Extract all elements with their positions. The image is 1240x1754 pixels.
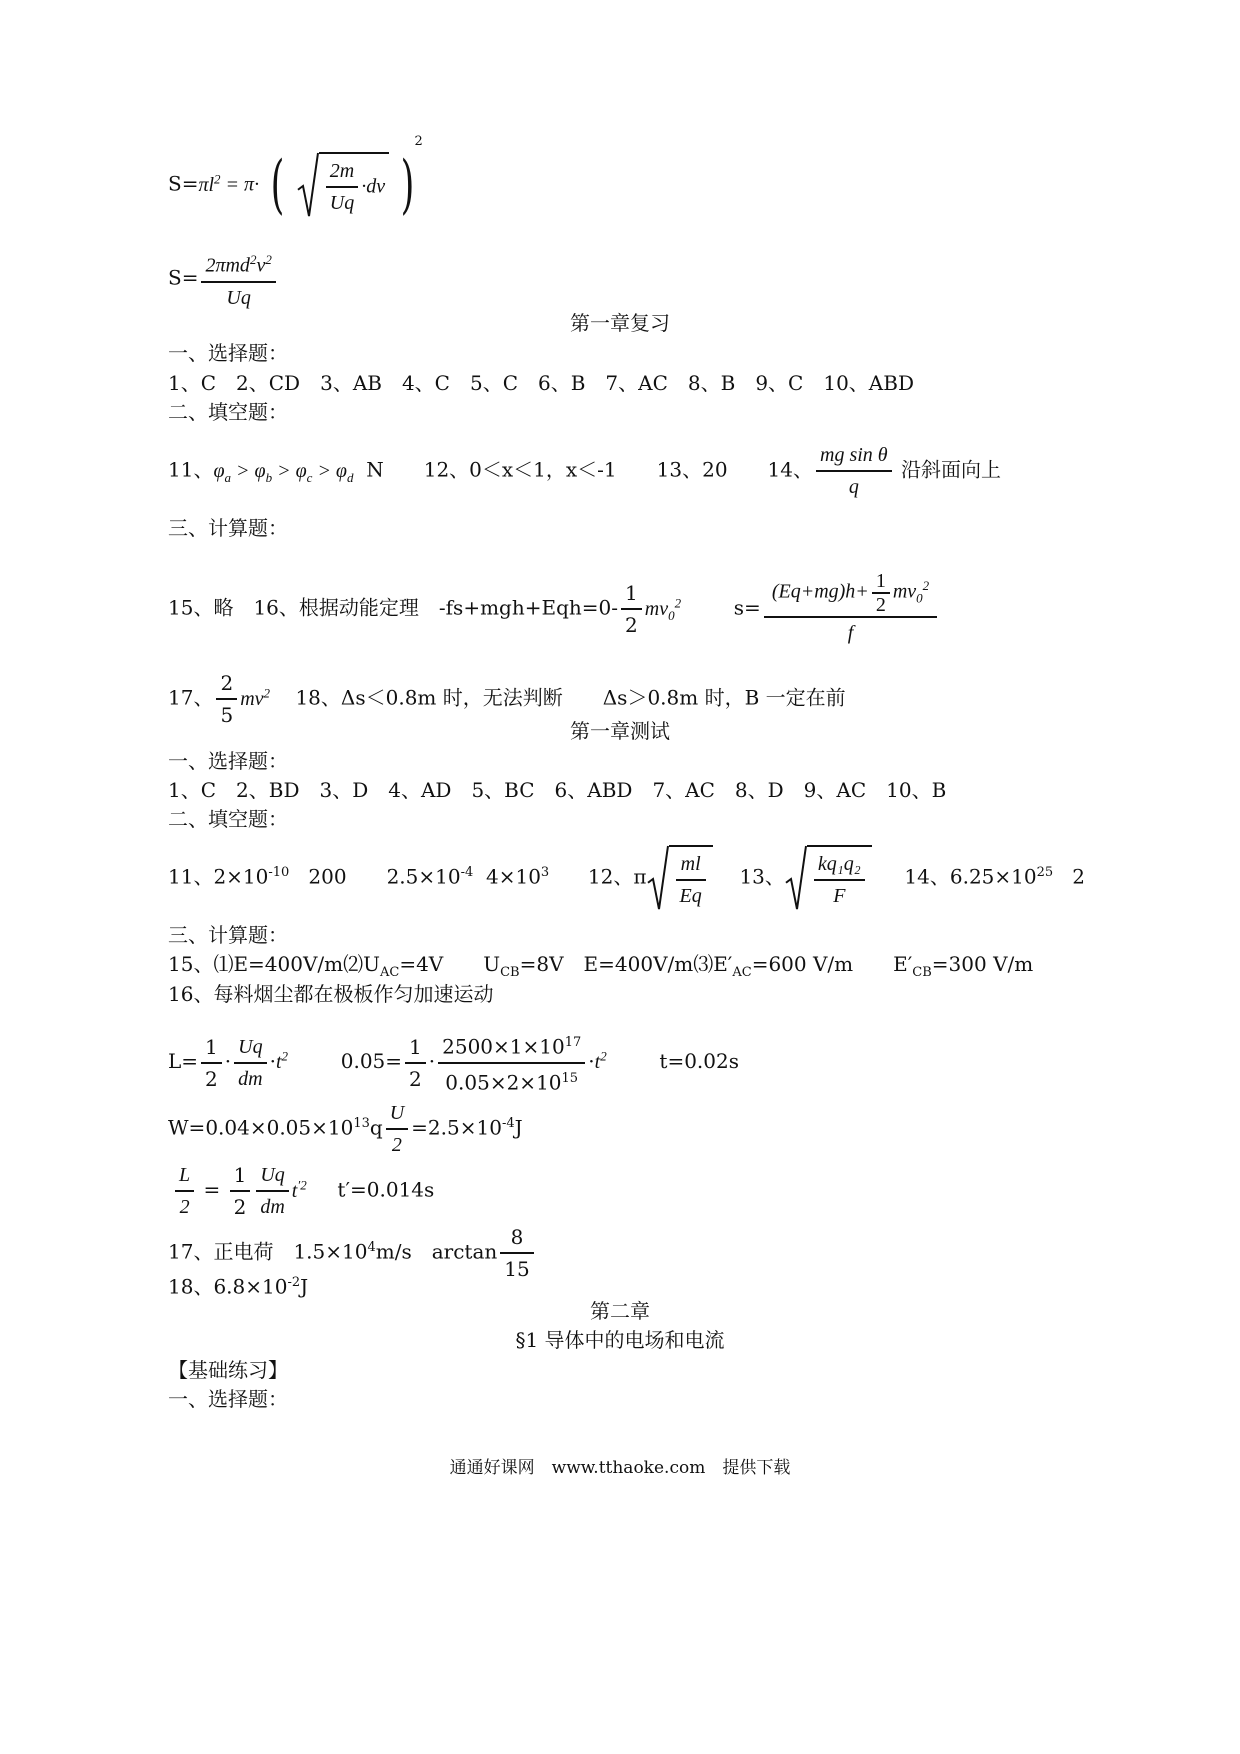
ch1-test-calc-16-W: $W=0.04\times 0.05\times 10^{13}q$ $\frac{U}{2}$ $=2.5\times 10^{-4}J$ xyxy=(168,1098,523,1160)
ch1-review-fill-line xyxy=(168,440,1001,502)
formula-s1-dv: ·dv xyxy=(361,175,386,198)
calc-15-16-text: 15、略 16、根据动能定理 -fs+mgh+Eqh=0- xyxy=(168,595,619,620)
formula-s2-prefix: S= xyxy=(168,265,199,290)
sqrt-block xyxy=(297,152,389,218)
ch2-section: §1 导体中的电场和电流 xyxy=(515,1328,725,1352)
ch1-test-fill-line: 11、$2\times 10^{-10}$ 200 $2.5\times 10^{-4}$ $4\times 10^3$ 12、π $\frac{ml}{Eq}$ 13、 $\frac{\text{kq₁q₂}}{F}$ 14、$6.25\times 10^{25}$ 2 xyxy=(168,845,1085,911)
ch1-review-calc-heading: 三、计算题： xyxy=(168,516,288,540)
ch1-test-calc-15: 15、$⑴E=400V/m⑵U_{AC}=4V$ $U_{CB}=8V$ $E=400V/m⑶E'_{AC}=600$ V/m $E'_{CB}=300$ V/m xyxy=(168,952,1034,980)
fill-14-tail: 沿斜面向上 xyxy=(900,457,1001,482)
ch1-test-mc-heading: 一、选择题： xyxy=(168,749,288,773)
page-footer: 通通好课网 www.tthaoke.com 提供下载 xyxy=(449,1458,791,1478)
fill-11-label: 11、 xyxy=(168,457,214,482)
ch1-review-mc-answers: 1、C 2、CD 3、AB 4、C 5、C 6、B 7、AC 8、B 9、C 10、ABD xyxy=(168,371,914,395)
phi-inequality: $\varphi_a > \varphi_b > \varphi_c > \varphi_d$ xyxy=(213,459,354,485)
ch1-test-mc-answers: 1、C 2、BD 3、D 4、AD 5、BC 6、ABD 7、AC 8、D 9、AC 10、B xyxy=(168,778,947,802)
ch1-test-calc-16-tp: $\frac{L}{2}$ = $\frac{1}{2}$ $\frac{Uq}{dm}$ $t^{'2}$ t′=0.014s xyxy=(172,1160,434,1222)
ch2-sub: 【基础练习】 xyxy=(168,1358,288,1382)
frac-s2: $\frac{2\pi md^2v^2}{Uq}$ xyxy=(201,245,275,313)
ch1-review-title: 第一章复习 xyxy=(570,311,670,335)
fill-11-a: 11、2×10 xyxy=(168,864,269,889)
fill-14-a: 14、6.25×10 xyxy=(904,864,1037,889)
sqrt-kqq-f: $\frac{\text{kq₁q₂}}{F}$ xyxy=(785,845,872,911)
calc-16-s-label: s= xyxy=(733,595,761,620)
formula-s1-pil2: $\pi l^2$ = xyxy=(198,170,245,196)
ch1-review-mc-heading: 一、选择题： xyxy=(168,341,288,365)
fill-11-tail: N 12、0＜x＜1，x＜-1 13、20 14、 xyxy=(366,457,814,482)
right-paren: ) xyxy=(401,148,415,222)
ch1-test-calc-16: 16、每料烟尘都在极板作匀加速运动 xyxy=(168,982,494,1006)
frac-s-formula: (Eq+mg)h+ $\frac{1}{2}$ $mv_0^2$ f xyxy=(764,570,937,648)
ch1-test-calc-16-L: L= $\frac{1}{2}$ · $\frac{Uq}{dm}$ $\cdot t^2$ 0.05= $\frac{1}{2}$ · $\frac{2500\times 1\times 10^{17}}{0.05\times 2\times 10^{15}}$ $\cdot t^2$ t=0.02s xyxy=(168,1028,739,1097)
fill-11-b: 200 2.5×10 xyxy=(308,864,461,889)
ch1-test-calc-heading: 三、计算题： xyxy=(168,923,288,947)
frac-2m-uq: $\frac{2m}{Uq}$ xyxy=(326,156,358,218)
calc-18-text: 18、Δs＜0.8m 时，无法判断 Δs＞0.8m 时，B 一定在前 xyxy=(295,685,846,710)
ch1-test-fill-heading: 二、填空题： xyxy=(168,807,288,831)
formula-s1: $S=\pi l^2 = \pi\cdot$ ( $\frac{2m}{Uq}$ ·dv )$^2$ xyxy=(168,133,423,222)
formula-s2 xyxy=(168,245,279,313)
ch2-mc-heading: 一、选择题： xyxy=(168,1387,288,1411)
fill-14-b: 2 xyxy=(1072,864,1085,889)
fill-13-label: 13、 xyxy=(739,864,785,889)
fill-12-label: 12、π xyxy=(587,864,647,889)
fill-11-c: 4×10 xyxy=(485,864,541,889)
ch2-title: 第二章 xyxy=(590,1299,650,1323)
left-paren: ( xyxy=(271,148,285,222)
formula-s1-tail: π· xyxy=(244,173,260,196)
ch1-review-fill-heading: 二、填空题： xyxy=(168,400,288,424)
frac-2-5: $\frac{2}{5}$ xyxy=(216,668,237,730)
frac-half: $\frac{1}{2}$ xyxy=(621,578,642,640)
ch1-review-calc-15-16: 15、略 16、根据动能定理 -fs+mgh+Eqh=0- $\frac{1}{2}$ $mv_0^2$ s= (Eq+mg)h+ $\frac{1}{2}$ $mv_0^2$ f xyxy=(168,570,940,648)
formula-s1-prefix: S= xyxy=(168,171,199,196)
frac-mgsin: $\frac{\text{mg sin θ}}{q}$ xyxy=(816,440,892,502)
calc-16-t: t=0.02s xyxy=(659,1049,739,1074)
calc-16-tprime: t′=0.014s xyxy=(337,1177,435,1202)
ch1-test-calc-17: 17、正电荷 $1.5\times 10^4m/s$ arctan $\frac{8}{15}$ xyxy=(168,1222,537,1284)
ch1-test-title: 第一章测试 xyxy=(570,719,670,743)
ch1-test-calc-18: 18、$6.8\times 10^{-2}J$ xyxy=(168,1274,309,1299)
calc-17-label: 17、 xyxy=(168,685,214,710)
ch1-review-calc-17-18: 17、 $\frac{2}{5}$ $mv^2$ 18、Δs＜0.8m 时，无法判断 Δs＞0.8m 时，B 一定在前 xyxy=(168,668,846,730)
sqrt-ml-eq: $\frac{ml}{Eq}$ xyxy=(647,845,713,911)
